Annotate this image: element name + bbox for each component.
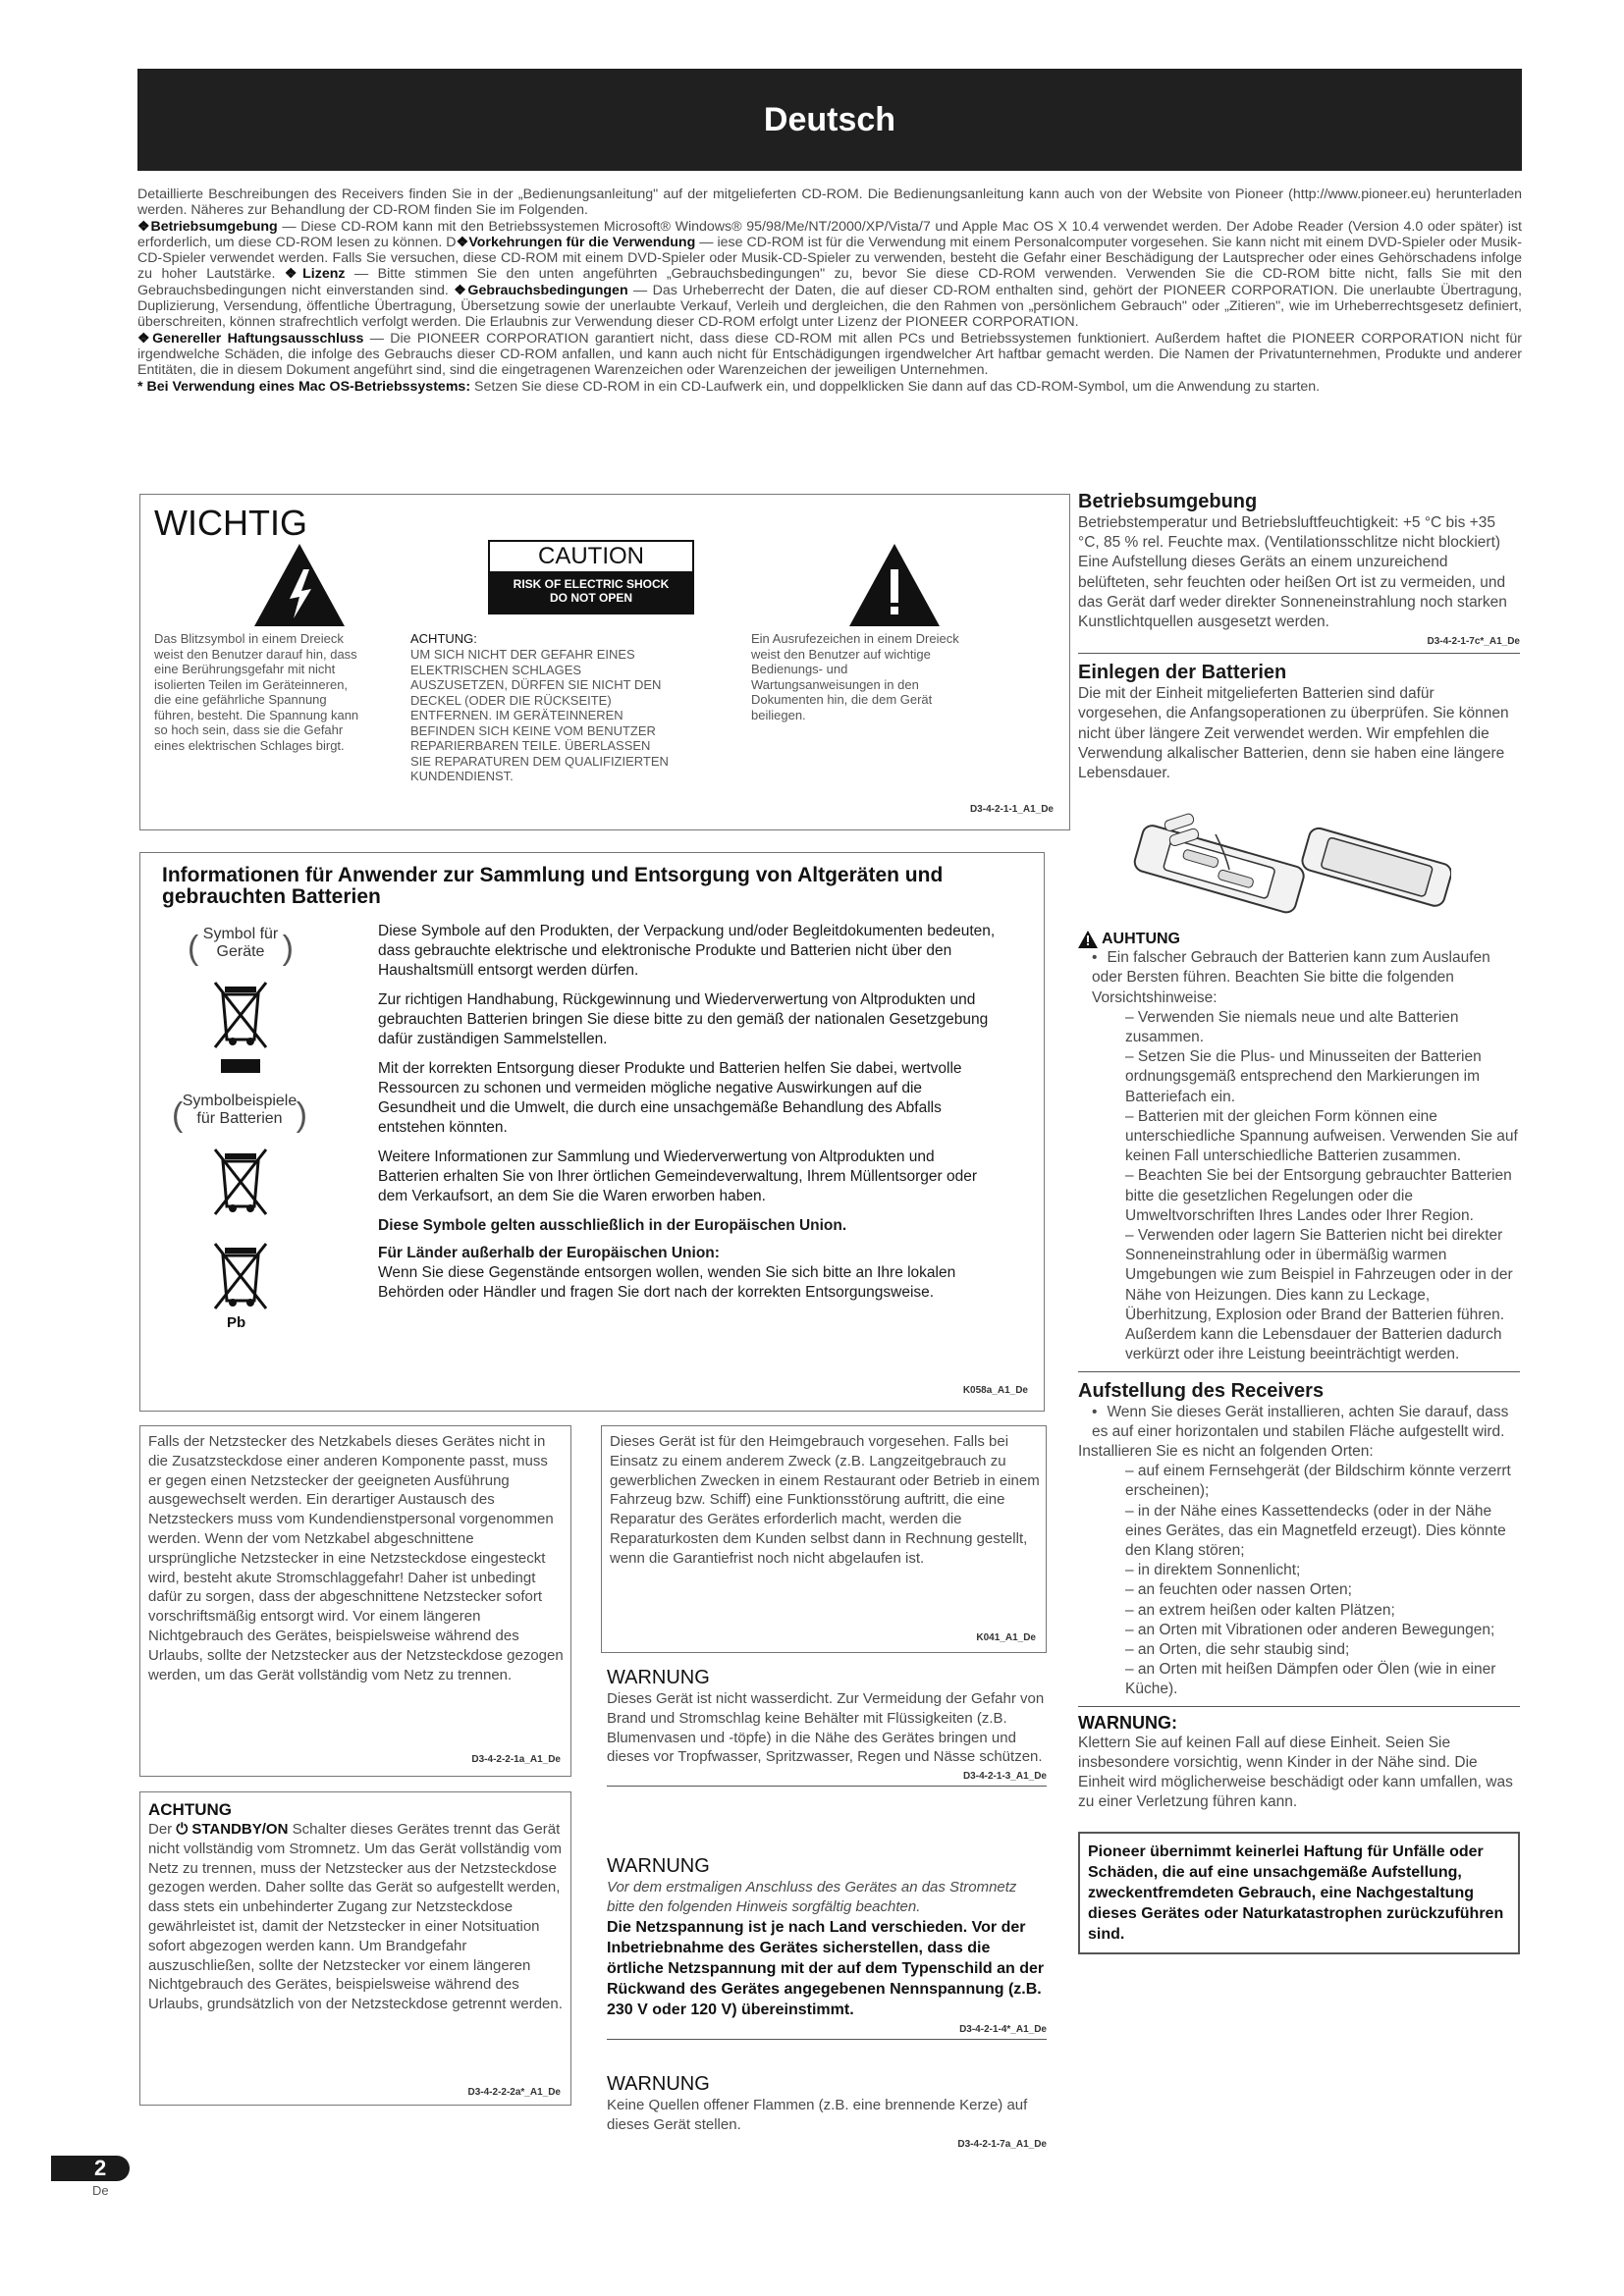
achtung-body: Schalter dieses Gerätes trennt das Gerät nicht vollständig vom Stromnetz. Um das Gerät vollständig vom Netz zu trennen, muss der Netzstecker aus der Netzsteckdose gezogen werden. Daher sollte das Gerät so aufgestellt werden, dass stets ein unbehinderter Zugang zur Netzsteckdose gewährleistet ist, damit der Netzstecker in einer Notsituation sofort abgezogen werden kann. Um Brandgefahr auszuschließen, sollte der Netzstecker vor einem längeren Nichtgebrauch des Gerätes, beispielsweise während des Urlaubs, grundsätzlich von der Netzsteckdose getrennt werden. [148, 1821, 563, 2013]
crossed-bin-icon [211, 979, 270, 1073]
aufstellung-item: – an Orten mit Vibrationen oder anderen Bewegungen; [1125, 1621, 1495, 1638]
caution-sub1: RISK OF ELECTRIC SHOCK [513, 577, 670, 591]
aufstellung-intro: Installieren Sie es nicht an folgenden Orten: [1078, 1442, 1374, 1460]
lightning-triangle-icon [254, 544, 345, 626]
plug-box [139, 1425, 571, 1777]
betrieb-text: — Diese CD-ROM kann mit den Betriebssystemen Microsoft® Windows® 95/98/Me/NT/2000/XP/Vista/7 und Apple Mac OS X 10.4 verwendet werden. Der Adobe Reader (Version 4.0 oder später) ist erforderlich, um diese CD-ROM lesen zu können. D [137, 218, 1522, 250]
plug-text: Falls der Netzstecker des Netzkabels dieses Gerätes nicht in die Zusatzsteckdose einer anderen Komponente passt, muss er gegen einen Netzstecker der geeigneten Ausführung ausgewechselt werden. Ein derartiger Austausch des Netzsteckers muss vom Kundendienstpersonal vorgenommen werden. Wenn der vom Netzkabel abgeschnittene ursprüngliche Netzstecker in eine Netzsteckdose eingesteckt wird, besteht akute Stromschlaggefahr! Daher ist unbedingt dafür zu sorgen, dass der abgeschnittene Netzstecker sofort vorschriftsmäßig entsorgt wird. Vor einem längeren Nichtgebrauch des Gerätes, beispielsweise während des Urlaubs, sollte der Netzstecker aus der Netzsteckdose gezogen werden, um das Gerät vollständig vom Netz zu trennen. [148, 1433, 564, 1683]
section-header [137, 69, 1522, 171]
warnung-right-text: Klettern Sie auf keinen Fall auf diese Einheit. Seien Sie insbesondere vorsichtig, wenn Kinder in der Nähe sind. Die Einheit wird möglicherweise beschädigt oder kann umfallen, was zu einer Verletzung führen kann. [1078, 1734, 1513, 1811]
warnung-3 [607, 2073, 1047, 2150]
wichtig-code: D3-4-2-1-1_A1_De [969, 804, 1054, 815]
caution-label: CAUTION [538, 543, 644, 569]
achtung-text [148, 1820, 565, 2014]
home-use-code: K041_A1_De [976, 1632, 1036, 1643]
aufstellung-item: – auf einem Fernsehgerät (der Bildschirm könnte verzerrt erscheinen); [1125, 1463, 1511, 1500]
gebr-text: — Das Urheberrecht der Daten, die auf dieser CD-ROM enthalten sind, gehört der PIONEER CORPORATION. Die unerlaubte Übertragung, Duplizierung, Versendung, öffentliche Übertragung, Übersetzung sowie der unerlaubte Verkauf, Verleih und dergleichen, die den Rahmen von „persönlichem Gebrauch" oder „Zitieren", wie im Urheberrechtsgesetz definiert, überschreiten, können strafrechtlich verfolgt werden. Die Erlaubnis zur Verwendung dieser CD-ROM erfolgt unter Lizenz der PIONEER CORPORATION. [137, 282, 1522, 331]
achtung-box [139, 1791, 571, 2106]
crossed-bin-battery-icon [211, 1148, 270, 1220]
warnung-1-title: WARNUNG [607, 1667, 710, 1688]
warnung-1 [607, 1667, 1047, 1787]
intro-paragraph [137, 187, 1522, 395]
aufstellung-item: – an Orten mit heißen Dämpfen oder Ölen (wie in einer Küche). [1125, 1661, 1496, 1698]
auhtung-heading [1078, 931, 1520, 948]
pioneer-liability-text: Pioneer übernimmt keinerlei Haftung für Unfälle oder Schäden, die auf eine unsachgemäße Aufstellung, zweckentfremdeten Gebrauch, eine Nachgestaltung dieses Gerätes oder Naturkatastrophen zurückzuführen sind. [1088, 1843, 1504, 1944]
intro-text: Detaillierte Beschreibungen des Receivers finden Sie in der „Bedienungsanleitung" auf der mitgelieferten CD-ROM. Die Bedienungsanleitung kann auch von der Website von Pioneer (http://www.pioneer.eu) herunterladen werden. Näheres zur Behandlung der CD-ROM finden Sie im Folgenden. [137, 187, 1522, 219]
mac-text: Setzen Sie diese CD-ROM in ein CD-Laufwerk ein, und doppelklicken Sie dann auf das CD-ROM-Symbol, um die Anwendung zu starten. [470, 378, 1321, 395]
disposal-code: K058a_A1_De [962, 1385, 1028, 1396]
disposal-p3: Mit der korrekten Entsorgung dieser Produkte und Batterien helfen Sie dabei, wertvolle Ressourcen zu schonen und vermeiden mögliche negative Auswirkungen auf die Gesundheit und die Umwelt, die durch eine unsachgemäße Behandlung des Abfalls entstehen könnten. [378, 1060, 962, 1136]
auhtung-label: AUHTUNG [1102, 931, 1180, 948]
warnung-1-text: Dieses Gerät ist nicht wasserdicht. Zur Vermeidung der Gefahr von Brand und Stromschlag keine Behälter mit Flüssigkeiten (z.B. Blumenvasen und -töpfe) in die Nähe des Gerätes bringen und dieses vor Tropfwasser, Spritzwasser, Regen und Nässe schützen. [607, 1690, 1045, 1766]
standby-label: ⏻ STANDBY/ON [176, 1821, 289, 1838]
aufstellung-item: – in der Nähe eines Kassettendecks (oder in der Nähe eines Gerätes, das ein Magnetfeld erzeugt). Dies könnte den Klang stören; [1125, 1502, 1506, 1559]
aufstellung-bullet: • Wenn Sie dieses Gerät installieren, achten Sie darauf, dass es auf einer horizontalen und stabilen Fläche aufgestellt wird. [1092, 1403, 1509, 1440]
wichtig-mid-text: UM SICH NICHT DER GEFAHR EINES ELEKTRISCHEN SCHLAGES AUSZUSETZEN, DÜRFEN SIE NICHT DEN DECKEL (ODER DIE RÜCKSEITE) ENTFERNEN. IM GERÄTEINNEREN BEFINDEN SICH KEINE VOM BENUTZER REPARIERBAREN TEILE. ÜBERLASSEN SIE REPARATUREN DEM QUALIFIZIERTEN KUNDENDIENST. [410, 647, 669, 783]
warnung-2-title: WARNUNG [607, 1855, 710, 1877]
page-number: 2 [94, 2156, 107, 2180]
disposal-text [378, 922, 997, 1303]
symbol-devices-label: ( ) Symbol für Geräte [188, 926, 294, 967]
battery-caution-item: – Batterien mit der gleichen Form können eine unterschiedliche Spannung aufweisen. Verwenden Sie auf keinen Fall unterschiedliche Batterien zusammen. [1125, 1107, 1518, 1165]
page-number-tab [51, 2156, 130, 2181]
disposal-box [139, 852, 1045, 1412]
warning-triangle-icon [1078, 931, 1098, 948]
battery-caution-item: – Setzen Sie die Plus- und Minusseiten der Batterien ordnungsgemäß entsprechend den Markierungen im Batteriefach ein. [1125, 1048, 1482, 1105]
caution-sign [488, 540, 694, 614]
wichtig-title: WICHTIG [154, 503, 307, 543]
mac-heading: * Bei Verwendung eines Mac OS-Betriebssystems: [137, 378, 471, 395]
aufstellung-item: – in direktem Sonnenlicht; [1125, 1562, 1301, 1579]
remote-battery-illustration [1127, 795, 1451, 923]
disposal-p4: Weitere Informationen zur Sammlung und Wiederverwertung von Altprodukten und Batterien erhalten Sie von Ihrer örtlichen Gemeindeverwaltung, Ihrem Müllentsorger oder dem Verkaufsort, an dem Sie die Waren erworben haben. [378, 1148, 977, 1204]
warnung-1-code: D3-4-2-1-3_A1_De [962, 1771, 1047, 1783]
warnung-2-code: D3-4-2-1-4*_A1_De [959, 2023, 1047, 2035]
disposal-p5: Diese Symbole gelten ausschließlich in der Europäischen Union. [378, 1217, 847, 1234]
sym2-line1: Symbolbeispiele [182, 1093, 298, 1109]
home-use-box [601, 1425, 1047, 1653]
plug-code: D3-4-2-2-1a_A1_De [471, 1754, 561, 1765]
wichtig-left-text: Das Blitzsymbol in einem Dreieck weist den Benutzer darauf hin, dass eine Berührungsgefahr mit nicht isolierten Teilen im Geräteinneren, die eine gefährliche Spannung führen, besteht. Die Spannung kann so hoch sein, dass sie die Gefahr eines elektrischen Schlages birgt. [154, 631, 359, 753]
battery-caution-intro-text: Ein falscher Gebrauch der Batterien kann zum Auslaufen oder Bersten führen. Beachten Sie bitte die folgenden Vorsichtshinweise: [1092, 949, 1490, 1006]
caution-sub2: DO NOT OPEN [549, 591, 632, 605]
aufstellung-bullet-text: Wenn Sie dieses Gerät installieren, achten Sie darauf, dass es auf einer horizontalen und stabilen Fläche aufgestellt wird. [1092, 1403, 1509, 1440]
disposal-p6: Für Länder außerhalb der Europäischen Union: [378, 1245, 720, 1261]
batterien-title: Einlegen der Batterien [1078, 662, 1287, 684]
betrieb-heading: ❖Betriebsumgebung [137, 218, 278, 235]
achtung-pre: Der [148, 1821, 177, 1838]
battery-caution-list [1078, 1008, 1520, 1365]
page-lang: De [92, 2183, 109, 2198]
wichtig-right-text: Ein Ausrufezeichen in einem Dreieck weist den Benutzer auf wichtige Bedienungs- und Wartungsanweisungen in den Dokumenten hin, die dem Gerät beiliegen. [751, 631, 959, 722]
disposal-title: Informationen für Anwender zur Sammlung und Entsorgung von Altgeräten und gebrauchten Batterien [162, 864, 944, 908]
haft-text: — Die PIONEER CORPORATION garantiert nicht, dass diese CD-ROM mit allen PCs und Betriebssystemen funktioniert. Außerdem haftet die PIONEER CORPORATION nicht für irgendwelche Schäden, die infolge des Gebrauchs dieser CD-ROM anfallen, und kann auch nicht für Entschädigungen irgendwelcher Art haftbar gemacht werden. Die Namen der Privatunternehmen, Produkte und anderer Entitäten, die in diesem Dokument angeführt sind, sind die eingetragenen Warenzeichen oder Warenzeichen der jeweiligen Unternehmen. [137, 330, 1523, 379]
pioneer-liability-box [1078, 1832, 1520, 1954]
aufstellung-list [1078, 1462, 1520, 1699]
warnung-2-bold: Die Netzspannung ist je nach Land verschieden. Vor der Inbetriebnahme des Gerätes sicherstellen, dass die örtliche Netzspannung mit der auf dem Typenschild an der Rückwand des Gerätes angegebenen Nennspannung (z.B. 230 V oder 120 V) übereinstimmt. [607, 1918, 1045, 2018]
warnung-2 [607, 1855, 1047, 2040]
vork-heading: ❖Vorkehrungen für die Verwendung [456, 234, 696, 250]
wichtig-box [139, 494, 1070, 830]
lizenz-text: — Bitte stimmen Sie den unten angeführten „Gebrauchsbedingungen" zu, bevor Sie diese CD-ROM verwenden. Verwenden Sie die CD-ROM bitte nicht, falls Sie mit den Gebrauchsbedingungen nicht einverstanden sind. [137, 266, 1522, 298]
warnung-3-code: D3-4-2-1-7a_A1_De [957, 2138, 1047, 2150]
disposal-p1: Diese Symbole auf den Produkten, der Verpackung und/oder Begleitdokumenten bedeuten, dass gebrauchte elektrische und elektronische Produkte und Batterien nicht über den Haushaltsmüll entsorgt werden dürfen. [378, 923, 996, 979]
sym2-line2: für Batterien [196, 1110, 283, 1127]
aufstellung-item: – an extrem heißen oder kalten Plätzen; [1125, 1601, 1395, 1619]
sym1-line2: Geräte [216, 943, 265, 960]
home-use-text: Dieses Gerät ist für den Heimgebrauch vorgesehen. Falls bei Einsatz zu einem anderem Zweck (z.B. Langzeitgebrauch zu gewerblichen Zwecken in einem Restaurant oder Betrieb in einem Fahrzeug bzw. Schiff) eine Funktionsstörung auftritt, die eine Reparatur des Gerätes erforderlich macht, werden die Reparaturkosten dem Kunden selbst dann in Rechnung gestellt, wenn die Garantiefrist noch nicht abgelaufen ist. [610, 1433, 1040, 1567]
warnung-2-italic: Vor dem erstmaligen Anschluss des Gerätes an das Stromnetz bitte den folgenden Hinweis sorgfältig beachten. [607, 1879, 1017, 1915]
battery-caution-item: – Verwenden Sie niemals neue und alte Batterien zusammen. [1125, 1008, 1459, 1046]
crossed-bin-pb-icon [211, 1242, 270, 1314]
haft-heading: ❖Genereller Haftungsausschluss [137, 330, 364, 347]
betrieb-code: D3-4-2-1-7c*_A1_De [1427, 636, 1520, 648]
wichtig-mid-head: ACHTUNG: [410, 631, 477, 646]
section-title: Deutsch [763, 100, 896, 138]
betrieb-text: Betriebstemperatur und Betriebsluftfeuchtigkeit: +5 °C bis +35 °C, 85 % rel. Feuchte max. (Ventilationsschlitze nicht blockiert) Eine Aufstellung dieses Geräts an einem unzureichend belüfteten, sehr feuchten oder heißen Ort ist zu vermeiden, und das Gerät darf weder direkter Sonneneinstrahlung noch starken Kunstlichtquellen ausgesetzt werden. [1078, 514, 1507, 631]
battery-caution-item: – Verwenden oder lagern Sie Batterien nicht bei direkter Sonneneinstrahlung oder in übermäßig warmen Umgebungen wie zum Beispiel in Fahrzeugen oder in der Nähe von Heizungen. Dies kann zu Leckage, Überhitzung, Explosion oder Brand der Batterien führen. Außerdem kann die Lebensdauer der Batterien dadurch verkürzt oder ihre Leistung beeinträchtigt werden. [1125, 1227, 1513, 1363]
vork-text: — iese CD-ROM ist für die Verwendung mit einem Personalcomputer vorgesehen. Sie kann nicht mit einem DVD-Spieler oder Musik-CD-Spieler verwendet werden. Falls Sie versuchen, diese CD-ROM mit einem DVD-Spieler oder Musik-CD-Spieler zu verwenden, besteht die Gefahr einer Beschädigung der Lautsprecher oder eines Gehörschadens infolge zu hoher Lautstärke. [137, 234, 1522, 283]
right-column [1078, 491, 1520, 1954]
battery-caution-item: – Beachten Sie bei der Entsorgung gebrauchter Batterien bitte die gesetzlichen Regelungen oder die Umweltvorschriften Ihres Landes oder Ihrer Region. [1125, 1167, 1512, 1224]
disposal-p7: Wenn Sie diese Gegenstände entsorgen wollen, wenden Sie sich bitte an Ihre lokalen Behörden oder Händler und fragen Sie dort nach der korrekten Entsorgungsweise. [378, 1264, 956, 1301]
sym1-line1: Symbol für [202, 926, 279, 942]
achtung-title: ACHTUNG [148, 1800, 232, 1819]
pb-label: Pb [227, 1314, 246, 1331]
battery-caution-intro: • Ein falscher Gebrauch der Batterien kann zum Auslaufen oder Bersten führen. Beachten Sie bitte die folgenden Vorsichtshinweise: [1092, 949, 1490, 1006]
symbol-batteries-label: ( ) Symbolbeispiele für Batterien [172, 1093, 307, 1134]
betrieb-title: Betriebsumgebung [1078, 491, 1258, 512]
batterien-text: Die mit der Einheit mitgelieferten Batterien sind dafür vorgesehen, die Anfangsoperationen zu überprüfen. Sie können nicht über längere Zeit verwendet werden. Wir empfehlen die Verwendung alkalischer Batterien, denn sie haben eine längere Lebensdauer. [1078, 685, 1509, 782]
aufstellung-title: Aufstellung des Receivers [1078, 1379, 1325, 1402]
aufstellung-item: – an Orten, die sehr staubig sind; [1125, 1640, 1350, 1658]
gebr-heading: ❖Gebrauchsbedingungen [454, 282, 628, 298]
achtung-code: D3-4-2-2-2a*_A1_De [467, 2087, 561, 2098]
warnung-3-text: Keine Quellen offener Flammen (z.B. eine brennende Kerze) auf dieses Gerät stellen. [607, 2097, 1028, 2133]
exclamation-triangle-icon [849, 544, 940, 626]
warnung-3-title: WARNUNG [607, 2073, 710, 2095]
disposal-p2: Zur richtigen Handhabung, Rückgewinnung und Wiederverwertung von Altprodukten und gebrauchten Batterien bringen Sie diese bitte zu den gemäß der nationalen Gesetzgebung dafür zuständigen Sammelstellen. [378, 991, 989, 1047]
aufstellung-item: – an feuchten oder nassen Orten; [1125, 1581, 1352, 1599]
warnung-right-title: WARNUNG: [1078, 1712, 1177, 1733]
lizenz-heading: ❖Lizenz [284, 266, 346, 283]
